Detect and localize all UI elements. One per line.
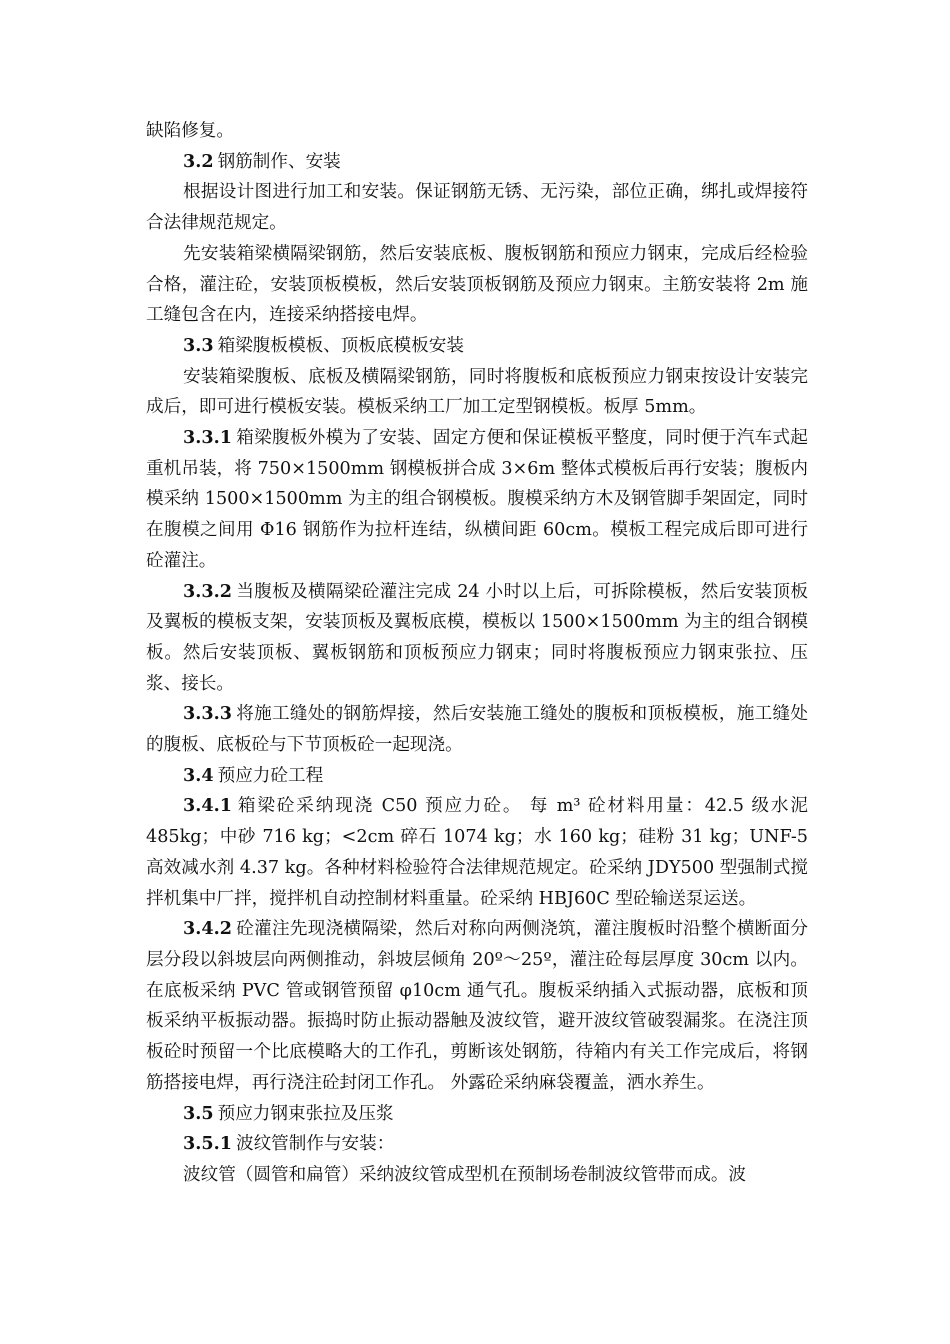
section-number: 3.5.1 [183, 1133, 232, 1155]
heading-3-2 [146, 147, 808, 178]
paragraph-text: 缺陷修复。 [146, 121, 234, 141]
paragraph-3-3-1 [146, 423, 808, 577]
heading-3-4 [146, 761, 808, 792]
paragraph [146, 1160, 808, 1191]
section-title: 箱梁腹板模板、顶板底模板安装 [217, 335, 464, 356]
paragraph-text: 砼灌注先现浇横隔梁，然后对称向两侧浇筑，灌注腹板时沿整个横断面分层分段以斜坡层向两侧推动，斜坡层倾角 20º～25º，灌注砼每层厚度 30cm 以内。在底板采纳 PVC 管或钢管预留 φ10cm 通气孔。腹板采纳插入式振动器，底板和顶板采纳平板振动器。振捣时防止振动器触及波纹管，避开波纹管破裂漏浆。在浇注顶板砼时预留一个比底模略大的工作孔，剪断该处钢筋，待箱内有关工作完成后，将钢筋搭接电焊，再行浇注砼封闭工作孔。 外露砼采纳麻袋覆盖，洒水养生。 [146, 919, 808, 1093]
paragraph-text: 安装箱梁腹板、底板及横隔梁钢筋，同时将腹板和底板预应力钢束按设计安装完成后，即可进行模板安装。模板采纳工厂加工定型钢模板。板厚 5mm。 [146, 366, 808, 418]
section-number: 3.3.1 [183, 427, 232, 449]
paragraph [146, 362, 808, 423]
section-title: 预应力砼工程 [217, 765, 324, 786]
paragraph [146, 177, 808, 238]
section-number: 3.3.3 [183, 703, 232, 725]
section-number: 3.5 [183, 1102, 214, 1124]
paragraph-text: 根据设计图进行加工和安装。保证钢筋无锈、无污染，部位正确，绑扎或焊接符合法律规范规定。 [146, 182, 808, 234]
paragraph-text: 先安装箱梁横隔梁钢筋，然后安装底板、腹板钢筋和预应力钢束，完成后经检验合格，灌注砼，安装顶板模板，然后安装顶板钢筋及预应力钢束。主筋安装将 2m 施工缝包含在内，连接采纳搭接电焊。 [146, 243, 808, 326]
paragraph-text: 箱梁腹板外模为了安装、固定方便和保证模板平整度，同时便于汽车式起重机吊装，将 750×1500mm 钢模板拼合成 3×6m 整体式模板后再行安装；腹板内模采纳 1500×1500mm 为主的组合钢模板。腹模采纳方木及钢管脚手架固定，同时在腹模之间用 Φ16 钢筋作为拉杆连结，纵横间距 60cm。模板工程完成后即可进行砼灌注。 [146, 428, 808, 571]
section-title: 预应力钢束张拉及压浆 [217, 1103, 394, 1124]
paragraph-3-3-3 [146, 699, 808, 760]
document-body [146, 116, 808, 1191]
section-number: 3.4.2 [183, 918, 232, 940]
section-number: 3.4 [183, 764, 214, 786]
heading-3-5 [146, 1099, 808, 1130]
paragraph-text: 波纹管（圆管和扁管）采纳波纹管成型机在预制场卷制波纹管带而成。波 [183, 1164, 747, 1185]
section-number: 3.2 [183, 150, 214, 172]
paragraph-3-4-2 [146, 914, 808, 1098]
paragraph-text: 箱梁砼采纳现浇 C50 预应力砼。 每 m³ 砼材料用量：42.5 级水泥 485kg；中砂 716 kg；<2cm 碎石 1074 kg；水 160 kg；硅粉 31 kg；UNF-5 高效减水剂 4.37 kg。各种材料检验符合法律规范规定。砼采纳 JDY500 型强制式搅拌机集中厂拌，搅拌机自动控制材料重量。砼采纳 HBJ60C 型砼输送泵运送。 [146, 796, 808, 909]
paragraph-text: 将施工缝处的钢筋焊接，然后安装施工缝处的腹板和顶板模板，施工缝处的腹板、底板砼与下节顶板砼一起现浇。 [146, 704, 808, 756]
section-title: 钢筋制作、安装 [217, 151, 341, 172]
heading-3-5-1 [146, 1129, 808, 1160]
section-number: 3.3 [183, 334, 214, 356]
paragraph-text: 当腹板及横隔梁砼灌注完成 24 小时以上后，可拆除模板，然后安装顶板及翼板的模板支架，安装顶板及翼板底模，模板以 1500×1500mm 为主的组合钢模板。然后安装顶板、翼板钢筋和顶板预应力钢束；同时将腹板预应力钢束张拉、压浆、接长。 [146, 581, 808, 694]
paragraph-3-4-1 [146, 791, 808, 914]
paragraph-continuation [146, 116, 808, 147]
paragraph-3-3-2 [146, 577, 808, 700]
section-number: 3.3.2 [183, 580, 232, 602]
section-number: 3.4.1 [183, 795, 232, 817]
section-title: 波纹管制作与安装： [235, 1134, 395, 1155]
heading-3-3 [146, 331, 808, 362]
paragraph [146, 239, 808, 331]
